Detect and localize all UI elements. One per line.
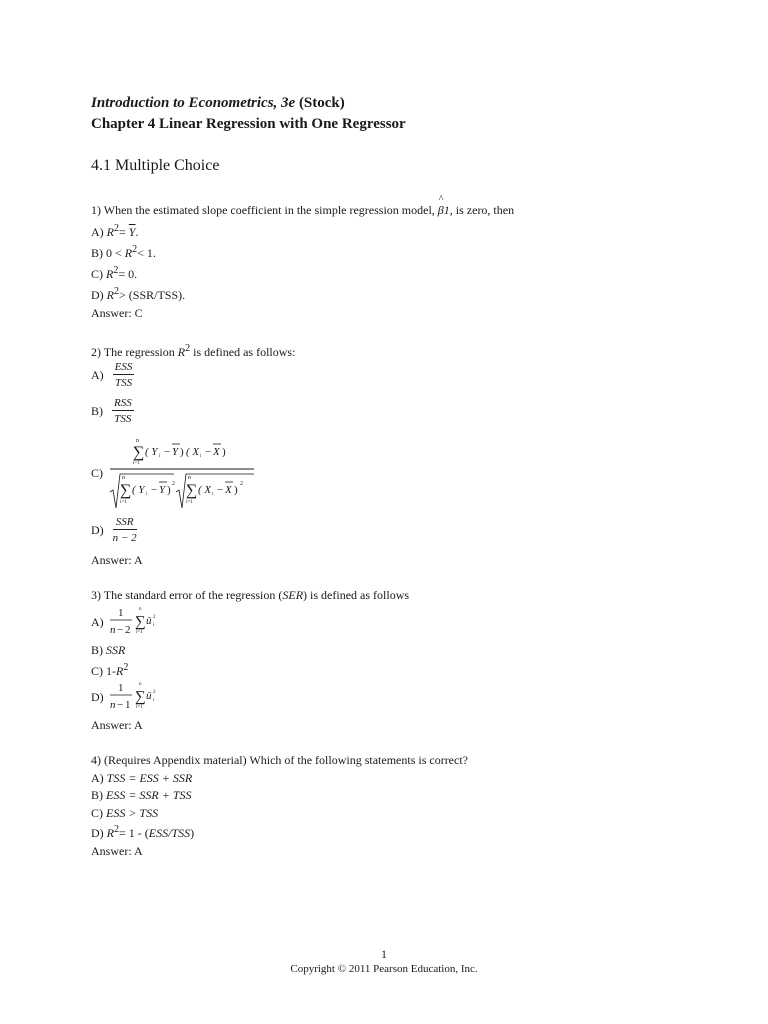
fraction: $\frac{\text{SSR}}{n - 2}$ (112, 516, 137, 544)
q1-answer: Answer: C (91, 306, 143, 320)
svg-text:1: 1 (125, 699, 131, 711)
section-title: 4.1 Multiple Choice (91, 157, 220, 174)
svg-text:i=1: i=1 (136, 630, 143, 635)
page-number: 1 (381, 947, 387, 961)
svg-text:i: i (200, 454, 202, 459)
svg-text:−: − (217, 484, 224, 496)
svg-text:n: n (110, 699, 116, 711)
fraction: $\frac{\text{RSS}}{\text{TSS}}$ (114, 397, 132, 425)
svg-text:−: − (164, 446, 171, 458)
q1-option-c: C) $R^2= 0$. (91, 265, 138, 281)
svg-text:2: 2 (153, 690, 156, 695)
book-title: Introduction to Econometrics, 3e (91, 95, 296, 111)
svg-text:n: n (110, 624, 116, 636)
svg-text:−: − (117, 699, 124, 711)
svg-text:∑: ∑ (120, 482, 132, 499)
svg-text:Y: Y (159, 484, 166, 496)
q1-option-d: D) $R^2> (SSR/TSS)$. (91, 286, 186, 302)
q3-option-d-label: D) (91, 690, 104, 704)
svg-text:X: X (225, 484, 232, 496)
svg-text:1: 1 (118, 682, 124, 694)
svg-text:∑: ∑ (135, 689, 146, 705)
svg-text:−: − (151, 484, 158, 496)
fraction: $\frac{\text{ESS}}{\text{TSS}}$ (114, 361, 133, 389)
copyright-notice: Copyright © 2011 Pearson Education, Inc. (290, 963, 478, 975)
q3-option-a-label: A) (91, 615, 104, 629)
q3-option-b: B) SSR (91, 643, 126, 657)
svg-text:n: n (188, 475, 191, 481)
svg-text:∑: ∑ (186, 482, 198, 499)
chapter-title: Chapter 4 Linear Regression with One Regressor (91, 116, 406, 132)
q4-answer: Answer: A (91, 844, 143, 858)
svg-text:n: n (139, 682, 142, 687)
q2-option-c-formula (106, 436, 256, 514)
svg-text:−: − (117, 624, 124, 636)
q4-option-a: A) TSS = ESS + SSR (91, 771, 193, 785)
q1-stem: 1) When the estimated slope coefficient in the simple regression model, ^ β1, is zero, then (91, 203, 514, 217)
svg-text:( X: ( X (198, 484, 212, 496)
q2-stem: 2) The regression $R^2$ is defined as follows: (91, 343, 296, 359)
svg-text:): ) (234, 484, 238, 496)
q2-option-c-label: C) (91, 466, 103, 480)
q4-option-c: C) ESS > TSS (91, 806, 159, 820)
q2-option-d: D) $\frac{\text{SSR}}{n - 2}$ (91, 516, 137, 544)
svg-text:1: 1 (118, 607, 124, 619)
svg-text:): ) (180, 446, 184, 458)
q2-option-b: B) $\frac{\text{RSS}}{\text{TSS}}$ (91, 397, 132, 425)
svg-text:i: i (159, 454, 161, 459)
q4-option-b: B) ESS = SSR + TSS (91, 788, 192, 802)
q1-option-a: A) $R^2= \overline{Y}$. (91, 223, 139, 239)
svg-text:i: i (153, 698, 155, 703)
svg-text:2: 2 (125, 624, 131, 636)
svg-text:n: n (136, 438, 139, 444)
svg-text:): ) (222, 446, 226, 458)
svg-text:2: 2 (172, 481, 175, 487)
svg-text:( X: ( X (186, 446, 200, 458)
svg-text:i: i (146, 492, 148, 497)
svg-text:X: X (213, 446, 220, 458)
q4-option-d: D) $R^2= 1 - (ESS/TSS)$ (91, 824, 195, 840)
q3-option-c: C) $1-R^2$ (91, 662, 129, 678)
svg-text:i=1: i=1 (136, 705, 143, 710)
svg-text:): ) (167, 484, 171, 496)
svg-text:2: 2 (240, 481, 243, 487)
book-author: (Stock) (298, 95, 345, 111)
svg-text:∑: ∑ (135, 614, 146, 630)
svg-text:n: n (139, 607, 142, 612)
svg-text:i: i (212, 492, 214, 497)
svg-text:û: û (146, 690, 152, 702)
q4-stem: 4) (Requires Appendix material) Which of the following statements is correct? (91, 753, 468, 767)
q1-option-b: B) $0 < R^2< 1$. (91, 244, 156, 260)
svg-text:i=1: i=1 (186, 500, 193, 505)
svg-text:2: 2 (153, 615, 156, 620)
beta-hat-symbol: ^ β1 (438, 203, 450, 217)
svg-text:n: n (122, 475, 125, 481)
svg-text:Y: Y (172, 446, 179, 458)
q3-option-a-formula (108, 604, 168, 640)
svg-text:( Y: ( Y (132, 484, 145, 496)
q3-option-d-formula (108, 679, 168, 715)
svg-text:∑: ∑ (133, 444, 145, 461)
q2-option-a: A) $\frac{\text{ESS}}{\text{TSS}}$ (91, 361, 133, 389)
q2-answer: Answer: A (91, 553, 143, 567)
svg-text:û: û (146, 615, 152, 627)
q3-stem: 3) The standard error of the regression (SER) is defined as follows (91, 588, 410, 602)
svg-text:( Y: ( Y (145, 446, 158, 458)
svg-text:i=1: i=1 (133, 461, 140, 466)
svg-text:−: − (205, 446, 212, 458)
book-title-line (91, 95, 345, 112)
svg-text:i=1: i=1 (120, 500, 127, 505)
q3-answer: Answer: A (91, 718, 143, 732)
svg-text:i: i (153, 623, 155, 628)
